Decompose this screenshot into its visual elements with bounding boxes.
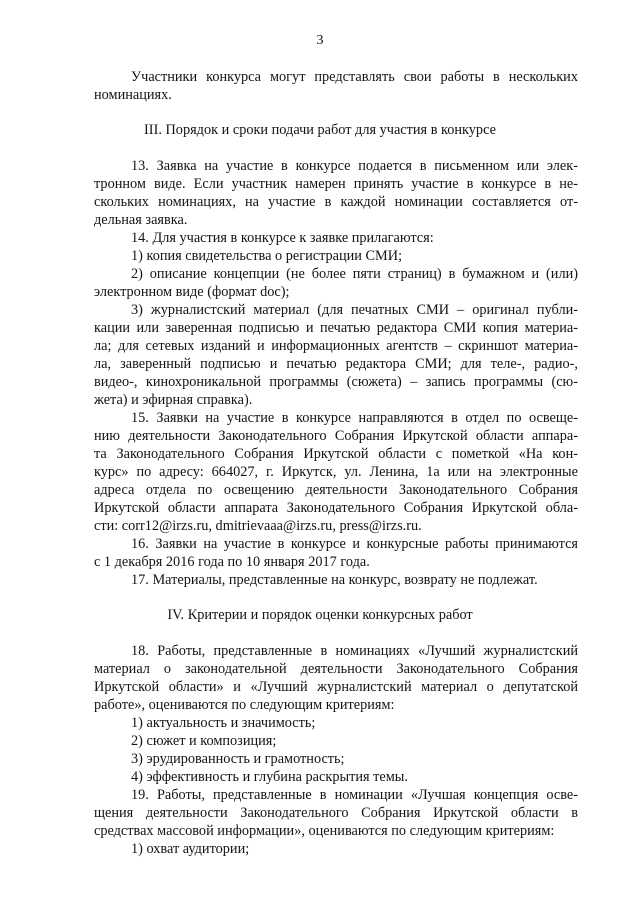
page-number: 3 (316, 33, 324, 48)
section-heading: IV. Критерии и порядок оценки конкурсных работ (167, 607, 473, 623)
text-line: электронном виде (формат doc); (94, 284, 290, 300)
section-heading: III. Порядок и сроки подачи работ для участия в конкурсе (144, 122, 496, 138)
text-line: материал о законодательной деятельности Законодательного Собрания (94, 661, 578, 677)
text-line: 2) описание концепции (не более пяти страниц) в бумажном и (или) (131, 266, 578, 282)
text-line: 16. Заявки на участие в конкурсе и конкурсные работы принимаются (131, 536, 578, 552)
text-line: 19. Работы, представленные в номинации «Лучшая концепция осве- (131, 787, 578, 803)
text-line: работе», оцениваются по следующим критериям: (94, 697, 395, 713)
text-line: 18. Работы, представленные в номинациях «Лучший журналистский (131, 643, 578, 659)
text-line: Иркутской области» и «Лучший журналистский материал о депутатской (94, 679, 578, 695)
text-line: Участники конкурса могут представлять свои работы в нескольких (131, 69, 578, 85)
text-line: жета) и эфирная справка). (94, 392, 253, 408)
text-line: 15. Заявки на участие в конкурсе направляются в отдел по освеще- (131, 410, 578, 426)
text-line: дельная заявка. (94, 212, 188, 228)
text-line: 3) эрудированность и грамотность; (131, 751, 345, 767)
text-line: 4) эффективность и глубина раскрытия темы. (131, 769, 408, 785)
text-line: 17. Материалы, представленные на конкурс, возврату не подлежат. (131, 572, 538, 588)
text-line: скольких номинациях, на участие в каждой номинации составляется от- (94, 194, 578, 210)
text-line: ла; для сетевых изданий и информационных агентств – скриншот материа- (94, 338, 578, 354)
text-line: 1) копия свидетельства о регистрации СМИ; (131, 248, 403, 264)
text-line: 14. Для участия в конкурсе к заявке прилагаются: (131, 230, 434, 246)
text-line: 3) журналистский материал (для печатных СМИ – оригинал публи- (131, 302, 578, 318)
text-line: Иркутской области аппарата Законодательного Собрания Иркутской обла- (94, 500, 578, 516)
text-line: 1) охват аудитории; (131, 841, 250, 857)
text-line: 2) сюжет и композиция; (131, 733, 277, 749)
text-line: 13. Заявка на участие в конкурсе подается в письменном или элек- (131, 158, 578, 174)
text-line: средствах массовой информации», оцениваются по следующим критериям: (94, 823, 555, 839)
text-line: 1) актуальность и значимость; (131, 715, 316, 731)
text-line: сти: corr12@irzs.ru, dmitrievaaa@irzs.ru, press@irzs.ru. (94, 518, 422, 534)
text-line: кации или заверенная подписью и печатью редактора СМИ копия материа- (94, 320, 578, 336)
text-line: номинациях. (94, 87, 172, 103)
text-line: та Законодательного Собрания Иркутской области с пометкой «На кон- (94, 446, 578, 462)
text-line: с 1 декабря 2016 года по 10 января 2017 года. (94, 554, 370, 570)
text-line: нию деятельности Законодательного Собрания Иркутской области аппара- (94, 428, 578, 444)
text-line: ла, заверенный подписью и печатью редактора СМИ; для теле-, радио-, (94, 356, 578, 372)
text-line: тронном виде. Если участник намерен принять участие в конкурсе в не- (94, 176, 578, 192)
text-line: курс» по адресу: 664027, г. Иркутск, ул. Ленина, 1а или на электронные (94, 464, 578, 480)
text-line: щения деятельности Законодательного Собрания Иркутской области в (94, 805, 578, 821)
text-line: адреса отдела по освещению деятельности Законодательного Собрания (94, 482, 578, 498)
text-line: видео-, кинохроникальной программы (сюжета) – запись программы (сю- (94, 374, 578, 390)
